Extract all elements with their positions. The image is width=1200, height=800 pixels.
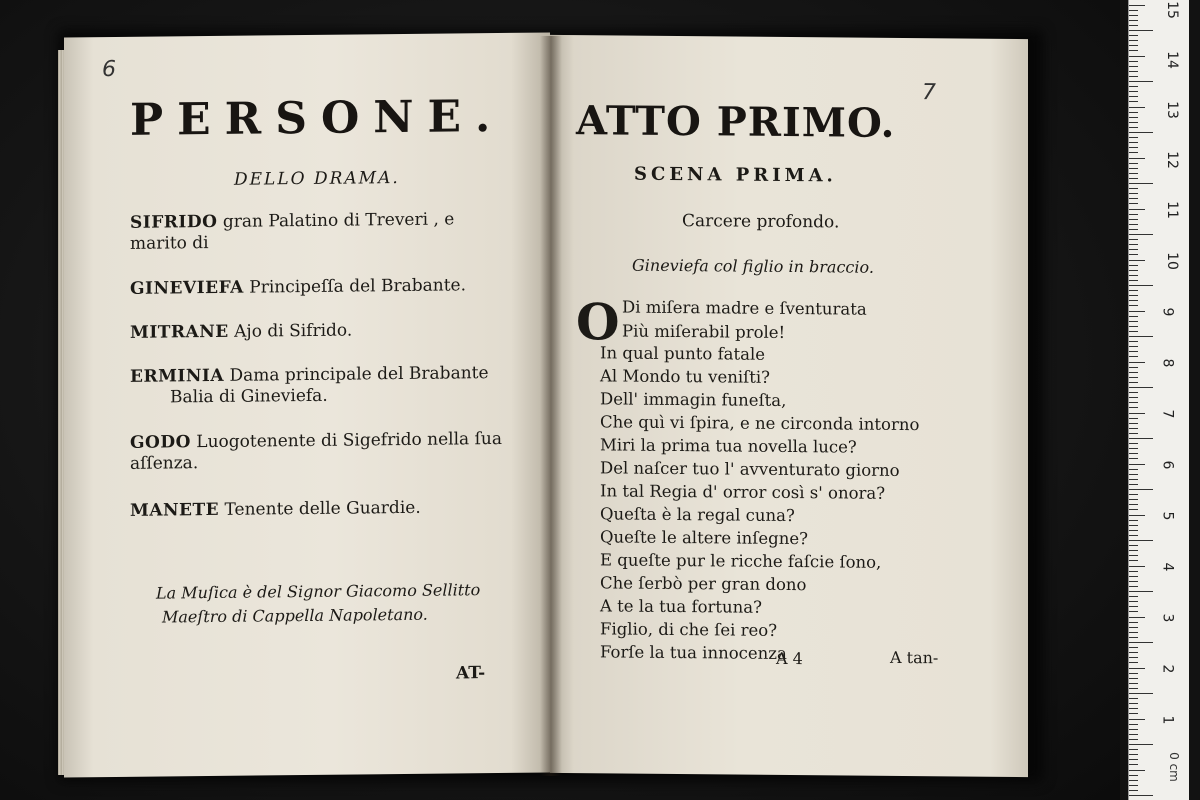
ruler-tick: [1129, 545, 1138, 546]
character-desc: gran Palatino di Treveri , e: [222, 209, 455, 232]
ruler-tick: [1129, 560, 1138, 561]
character-entry: [130, 275, 466, 300]
verse-line: Più miſerabil prole!: [622, 321, 786, 342]
ruler-tick: [1129, 5, 1145, 6]
ruler-tick: [1129, 494, 1138, 495]
folio-left: 6: [102, 57, 116, 83]
ruler-tick: [1129, 703, 1138, 704]
ruler-tick: [1129, 484, 1138, 485]
ruler-tick: [1129, 173, 1138, 174]
ruler-tick: [1129, 295, 1138, 296]
character-name: GINEVIEFA: [130, 277, 244, 299]
verse-line: Queſta è la regal cuna?: [600, 504, 795, 526]
ruler-tick: [1129, 734, 1138, 735]
ruler-tick: [1129, 367, 1138, 368]
ruler-tick: [1129, 509, 1138, 510]
ruler-tick: [1129, 290, 1138, 291]
ruler-tick: [1129, 377, 1138, 378]
verse-line: In qual punto fatale: [600, 343, 766, 364]
verse-line: Che quì vi ſpira, e ne circonda intorno: [600, 412, 920, 435]
catchword-left: AT-: [456, 663, 486, 684]
ruler-tick: [1129, 423, 1138, 424]
right-page: [550, 35, 1028, 777]
ruler-tick: [1129, 550, 1138, 551]
character-entry: [130, 498, 421, 522]
ruler-tick: [1129, 341, 1138, 342]
ruler-number: 3: [1159, 613, 1176, 623]
left-page: [64, 32, 550, 777]
character-desc: Tenente delle Guardie.: [224, 497, 421, 520]
drop-cap: O: [576, 292, 620, 352]
ruler-tick: [1129, 464, 1145, 465]
ruler-number: 9: [1159, 307, 1176, 317]
ruler-tick: [1129, 326, 1138, 327]
ruler-tick: [1129, 693, 1153, 694]
verse-line: Del naſcer tuo l' avventurato giorno: [600, 458, 900, 480]
character-desc: Principeſſa del Brabante.: [249, 275, 467, 298]
ruler-tick: [1129, 474, 1138, 475]
character-desc-cont: marito di: [130, 233, 209, 254]
ruler-tick: [1129, 224, 1138, 225]
ruler-tick: [1129, 35, 1138, 36]
music-credit-line2: Maeſtro di Cappella Napoletano.: [162, 604, 428, 627]
ruler-tick: [1129, 81, 1153, 82]
ruler-tick: [1129, 316, 1138, 317]
ruler-tick: [1129, 244, 1138, 245]
ruler-tick: [1129, 382, 1138, 383]
character-entry: [130, 321, 352, 344]
ruler-tick: [1129, 168, 1138, 169]
stage-direction: Gineviefa col figlio in braccio.: [632, 255, 874, 277]
ruler-tick: [1129, 606, 1138, 607]
ruler-tick: [1129, 260, 1145, 261]
ruler-tick: [1129, 504, 1138, 505]
ruler-tick: [1129, 66, 1138, 67]
character-name: GODO: [130, 432, 191, 453]
ruler-tick: [1129, 438, 1153, 439]
ruler-tick: [1129, 591, 1153, 592]
ruler-tick: [1129, 132, 1153, 133]
ruler-tick: [1129, 739, 1138, 740]
ruler-tick: [1129, 122, 1138, 123]
ruler-tick: [1129, 372, 1138, 373]
ruler-number: 8: [1159, 358, 1176, 368]
ruler-tick: [1129, 780, 1138, 781]
ruler-tick: [1129, 331, 1138, 332]
ruler-tick: [1129, 611, 1138, 612]
ruler-tick: [1129, 96, 1138, 97]
character-entry: [130, 209, 454, 254]
ruler-tick: [1129, 311, 1145, 312]
verse-line: E queſte pur le ricche faſcie ſono,: [600, 550, 882, 572]
ruler-tick: [1129, 433, 1138, 434]
verse-line: Queſte le altere inſegne?: [600, 527, 808, 549]
ruler-tick: [1129, 418, 1138, 419]
ruler-tick: [1129, 688, 1138, 689]
ruler-tick: [1129, 652, 1138, 653]
ruler-tick: [1129, 71, 1138, 72]
ruler-tick: [1129, 209, 1145, 210]
ruler-tick: [1129, 101, 1138, 102]
ruler-tick: [1129, 530, 1138, 531]
ruler-tick: [1129, 402, 1138, 403]
verse-line: Al Mondo tu veniſti?: [600, 366, 770, 387]
ruler-tick: [1129, 785, 1138, 786]
character-desc-cont: aſſenza.: [130, 453, 199, 474]
ruler-tick: [1129, 673, 1138, 674]
ruler-tick: [1129, 280, 1138, 281]
character-desc: Dama principale del Brabante: [229, 363, 489, 386]
ruler-tick: [1129, 489, 1153, 490]
ruler-tick: [1129, 203, 1138, 204]
ruler-tick: [1129, 387, 1153, 388]
ruler-tick: [1129, 535, 1138, 536]
ruler-tick: [1129, 234, 1153, 235]
ruler-tick: [1129, 163, 1138, 164]
ruler-tick: [1129, 285, 1153, 286]
ruler-tick: [1129, 657, 1138, 658]
ruler-tick: [1129, 137, 1138, 138]
ruler-tick: [1129, 40, 1138, 41]
ruler-tick: [1129, 275, 1138, 276]
ruler-tick: [1129, 555, 1138, 556]
ruler-number: 7: [1159, 409, 1176, 419]
ruler-tick: [1129, 642, 1153, 643]
ruler-number: 4: [1159, 562, 1176, 572]
ruler-tick: [1129, 392, 1138, 393]
verse-line: Figlio, di che ſei reo?: [600, 619, 778, 640]
ruler-tick: [1129, 91, 1138, 92]
ruler-tick: [1129, 270, 1138, 271]
ruler-tick: [1129, 76, 1138, 77]
scene-setting: Carcere profondo.: [682, 211, 840, 233]
ruler-tick: [1129, 45, 1138, 46]
ruler-tick: [1129, 183, 1153, 184]
ruler-number: 14: [1163, 51, 1180, 69]
ruler-tick: [1129, 790, 1138, 791]
ruler-tick: [1129, 61, 1138, 62]
ruler-tick: [1129, 566, 1145, 567]
ruler-tick: [1129, 30, 1153, 31]
character-name: MITRANE: [130, 321, 229, 343]
folio-right: 7: [922, 80, 936, 106]
ruler-tick: [1129, 351, 1138, 352]
ruler-tick: [1129, 443, 1138, 444]
ruler-tick: [1129, 249, 1138, 250]
signature-mark: A 4: [776, 648, 803, 669]
ruler-tick: [1129, 525, 1138, 526]
ruler-tick: [1129, 698, 1138, 699]
ruler-tick: [1129, 775, 1138, 776]
ruler-tick: [1129, 127, 1138, 128]
catchword-right: A tan-: [890, 647, 939, 668]
ruler-tick: [1129, 719, 1145, 720]
subtitle-left: DELLO DRAMA.: [234, 168, 400, 190]
verse-line: Di miſera madre e ſventurata: [622, 297, 867, 319]
ruler-tick: [1129, 397, 1138, 398]
ruler-tick: [1129, 56, 1145, 57]
ruler-tick: [1129, 346, 1138, 347]
ruler-tick: [1129, 20, 1138, 21]
ruler-tick: [1129, 770, 1145, 771]
ruler-tick: [1129, 601, 1138, 602]
ruler-tick: [1129, 571, 1138, 572]
ruler-tick: [1129, 479, 1138, 480]
ruler-tick: [1129, 724, 1138, 725]
ruler-tick: [1129, 499, 1138, 500]
character-name: SIFRIDO: [130, 211, 218, 233]
ruler-tick: [1129, 254, 1138, 255]
ruler-tick: [1129, 336, 1153, 337]
character-entry: [130, 429, 502, 475]
character-desc: Luogotenente di Sigefrido nella ſua: [196, 428, 502, 453]
ruler-tick: [1129, 795, 1153, 796]
ruler-tick: [1129, 142, 1138, 143]
ruler-tick: [1129, 362, 1145, 363]
ruler-tick: [1129, 744, 1153, 745]
ruler-tick: [1129, 632, 1138, 633]
ruler-tick: [1129, 15, 1138, 16]
ruler-tick: [1129, 469, 1138, 470]
ruler-number: 1: [1159, 715, 1176, 725]
ruler-tick: [1129, 198, 1138, 199]
ruler-tick: [1129, 407, 1138, 408]
ruler-tick: [1129, 627, 1138, 628]
character-entry: [130, 363, 489, 409]
ruler-tick: [1129, 729, 1138, 730]
ruler-tick: [1129, 581, 1138, 582]
page-title-left: PERSONE.: [130, 90, 505, 146]
ruler-tick: [1129, 448, 1138, 449]
ruler-tick: [1129, 229, 1138, 230]
scale-ruler: [1128, 0, 1189, 800]
scene-heading: SCENA PRIMA.: [634, 163, 837, 187]
character-name: MANETE: [130, 499, 220, 521]
verse-line: Che ſerbò per gran dono: [600, 573, 807, 595]
ruler-tick: [1129, 713, 1138, 714]
ruler-tick: [1129, 214, 1138, 215]
character-desc-cont: Balia di Gineviefa.: [170, 385, 328, 408]
ruler-tick: [1129, 662, 1138, 663]
ruler-tick: [1129, 219, 1138, 220]
character-desc: Ajo di Sifrido.: [234, 320, 353, 342]
verse-line: In tal Regia d' orror così s' onora?: [600, 481, 886, 503]
ruler-tick: [1129, 300, 1138, 301]
ruler-tick: [1129, 321, 1138, 322]
book-gutter: [540, 36, 562, 776]
ruler-number: 6: [1159, 460, 1176, 470]
music-credit-line1: La Muſica è del Signor Giacomo Sellitto: [156, 580, 481, 603]
ruler-tick: [1129, 107, 1145, 108]
ruler-tick: [1129, 576, 1138, 577]
ruler-tick: [1129, 193, 1138, 194]
ruler-tick: [1129, 265, 1138, 266]
ruler-tick: [1129, 515, 1145, 516]
ruler-tick: [1129, 239, 1138, 240]
character-name: ERMINIA: [130, 365, 225, 387]
ruler-tick: [1129, 622, 1138, 623]
verse-line: A te la tua fortuna?: [600, 596, 762, 617]
ruler-tick: [1129, 586, 1138, 587]
ruler-tick: [1129, 764, 1138, 765]
ruler-tick: [1129, 596, 1138, 597]
ruler-tick: [1129, 188, 1138, 189]
ruler-tick: [1129, 647, 1138, 648]
ruler-number: 11: [1163, 201, 1180, 219]
ruler-tick: [1129, 152, 1138, 153]
ruler-tick: [1129, 112, 1138, 113]
ruler-tick: [1129, 754, 1138, 755]
ruler-tick: [1129, 678, 1138, 679]
ruler-tick: [1129, 356, 1138, 357]
ruler-number: 15: [1163, 1, 1180, 19]
ruler-tick: [1129, 305, 1138, 306]
ruler-tick: [1129, 749, 1138, 750]
ruler-tick: [1129, 617, 1145, 618]
ruler-number: 2: [1159, 664, 1176, 674]
ruler-tick: [1129, 637, 1138, 638]
ruler-tick: [1129, 458, 1138, 459]
ruler-tick: [1129, 158, 1145, 159]
ruler-tick: [1129, 668, 1145, 669]
ruler-tick: [1129, 520, 1138, 521]
ruler-tick: [1129, 117, 1138, 118]
ruler-tick: [1129, 453, 1138, 454]
ruler-tick: [1129, 10, 1138, 11]
ruler-number: 10: [1163, 252, 1180, 270]
ruler-tick: [1129, 50, 1138, 51]
ruler-tick: [1129, 413, 1145, 414]
ruler-number: 13: [1163, 101, 1180, 119]
ruler-number: 5: [1159, 511, 1176, 521]
ruler-tick: [1129, 759, 1138, 760]
ruler-tick: [1129, 178, 1138, 179]
ruler-tick: [1129, 540, 1153, 541]
ruler-unit-label: 0 cm: [1166, 752, 1181, 782]
ruler-tick: [1129, 708, 1138, 709]
verse-line: Dell' immagin funeſta,: [600, 389, 787, 410]
ruler-tick: [1129, 147, 1138, 148]
ruler-tick: [1129, 683, 1138, 684]
ruler-number: 12: [1163, 151, 1180, 169]
page-title-right: ATTO PRIMO.: [576, 97, 896, 147]
ruler-tick: [1129, 25, 1138, 26]
ruler-tick: [1129, 428, 1138, 429]
verse-line: Forſe la tua innocenza: [600, 642, 787, 663]
verse-line: Miri la prima tua novella luce?: [600, 435, 857, 457]
ruler-tick: [1129, 86, 1138, 87]
